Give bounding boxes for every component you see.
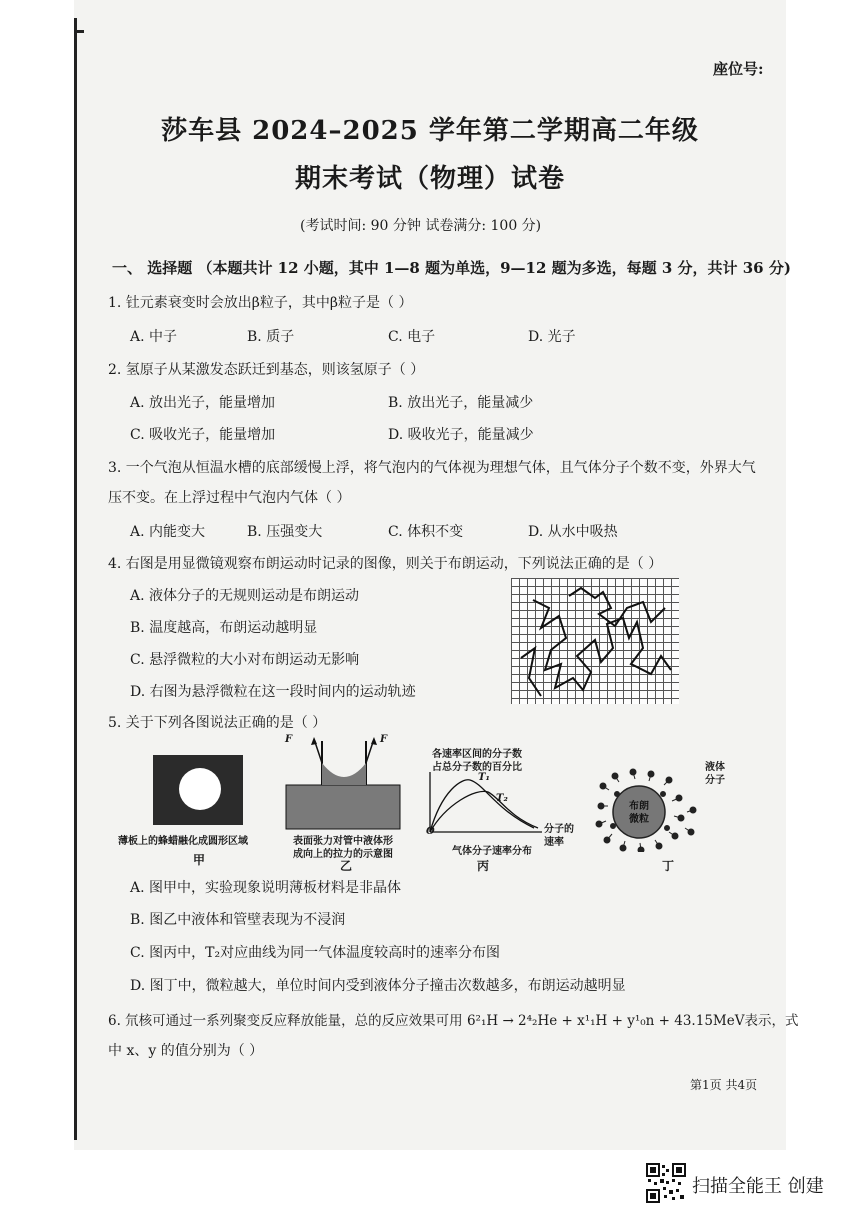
figure-ding-label: 丁 <box>662 859 675 873</box>
page-number: 第1页 共4页 <box>690 1078 758 1092</box>
q3-option-c: C. 体积不变 <box>388 524 464 540</box>
figure-bing-label: 丙 <box>477 859 490 873</box>
figure-jia-caption: 薄板上的蜂蜡融化成圆形区域 <box>118 836 248 847</box>
seat-number-label: 座位号: <box>713 60 764 78</box>
figure-bing-ylabel-line1: 各速率区间的分子数 <box>432 749 522 760</box>
q1-option-a: A. 中子 <box>130 329 178 345</box>
section-heading: 一、 选择题 （本题共计 12 小题，其中 1—8 题为单选，9—12 题为多选，每题 3 分，共计 36 分) <box>112 259 791 277</box>
binding-line <box>74 18 77 1140</box>
q1-option-c: C. 电子 <box>388 329 436 345</box>
q4-option-d: D. 右图为悬浮微粒在这一段时间内的运动轨迹 <box>130 684 416 700</box>
figure-bing-xlabel-line1: 分子的 <box>544 824 574 835</box>
q4-option-a: A. 液体分子的无规则运动是布朗运动 <box>130 588 360 604</box>
binding-tick <box>74 30 84 33</box>
exam-title-line1: 莎车县 2024–2025 学年第二学期高二年级 <box>161 116 699 146</box>
exam-subtitle: (考试时间: 90 分钟 试卷满分: 100 分) <box>300 218 542 234</box>
question-6-stem-line2: 中 x、y 的值分别为（ ） <box>108 1043 264 1059</box>
brownian-particle-label-line1: 布朗 <box>629 801 649 812</box>
liquid-molecule-label-line1: 液体 <box>705 762 725 773</box>
figure-yi-label: 乙 <box>340 859 353 873</box>
curve-t2-label: T₂ <box>496 793 508 804</box>
q5-option-d: D. 图丁中，微粒越大，单位时间内受到液体分子撞击次数越多，布朗运动越明显 <box>130 978 626 994</box>
q1-option-d: D. 光子 <box>528 329 576 345</box>
q3-option-b: B. 压强变大 <box>247 524 323 540</box>
brownian-motion-figure <box>511 578 679 704</box>
brownian-particle-label-line2: 微粒 <box>629 814 649 825</box>
q5-option-c: C. 图丙中，T₂对应曲线为同一气体温度较高时的速率分布图 <box>130 945 501 961</box>
capillary-tube-figure <box>284 733 404 831</box>
q2-option-a: A. 放出光子，能量增加 <box>130 395 276 411</box>
force-label-left: F <box>285 734 293 745</box>
question-6-stem-line1: 6. 氘核可通过一系列聚变反应释放能量，总的反应效果可用 6²₁H → 2⁴₂He + x¹₁H + y¹₀n + 43.15MeV表示，式 <box>108 1013 799 1029</box>
figure-yi-caption-line2: 成向上的拉力的示意图 <box>293 849 393 860</box>
figure-yi-caption-line1: 表面张力对管中液体形 <box>293 836 393 847</box>
figure-bing-ylabel-line2: 占总分子数的百分比 <box>432 762 522 773</box>
q2-option-b: B. 放出光子，能量减少 <box>388 395 534 411</box>
question-3-stem-line2: 压不变。在上浮过程中气泡内气体（ ） <box>108 490 351 506</box>
question-5-stem: 5. 关于下列各图说法正确的是（ ） <box>108 715 327 731</box>
qr-code-icon <box>646 1163 686 1203</box>
curve-t1-label: T₁ <box>478 772 490 783</box>
question-1-stem: 1. 钍元素衰变时会放出β粒子，其中β粒子是（ ） <box>108 295 413 311</box>
force-label-right: F <box>380 734 388 745</box>
figure-bing-caption: 气体分子速率分布 <box>452 846 532 857</box>
exam-title-line2: 期末考试（物理）试卷 <box>294 164 565 194</box>
q5-option-b: B. 图乙中液体和管壁表现为不浸润 <box>130 912 346 928</box>
q3-option-d: D. 从水中吸热 <box>528 524 618 540</box>
question-4-stem: 4. 右图是用显微镜观察布朗运动时记录的图像，则关于布朗运动，下列说法正确的是（ ） <box>108 556 663 572</box>
q4-option-c: C. 悬浮微粒的大小对布朗运动无影响 <box>130 652 360 668</box>
figure-bing-xlabel-line2: 速率 <box>544 837 564 848</box>
question-3-stem-line1: 3. 一个气泡从恒温水槽的底部缓慢上浮，将气泡内的气体视为理想气体，且气体分子个数不变，外界大气 <box>108 460 756 476</box>
q4-option-b: B. 温度越高，布朗运动越明显 <box>130 620 318 636</box>
q2-option-c: C. 吸收光子，能量增加 <box>130 427 276 443</box>
q2-option-d: D. 吸收光子，能量减少 <box>388 427 534 443</box>
melted-wax-circle <box>179 768 221 810</box>
q1-option-b: B. 质子 <box>247 329 295 345</box>
liquid-molecule-label-line2: 分子 <box>705 775 725 786</box>
figure-bing-origin: O <box>426 826 435 837</box>
q5-option-a: A. 图甲中，实验现象说明薄板材料是非晶体 <box>130 880 402 896</box>
q3-option-a: A. 内能变大 <box>130 524 206 540</box>
question-2-stem: 2. 氢原子从某激发态跃迁到基态，则该氢原子（ ） <box>108 362 425 378</box>
brownian-trajectory-lines <box>511 578 679 704</box>
scanner-watermark-text: 扫描全能王 创建 <box>692 1176 824 1197</box>
wax-plate-figure <box>153 755 243 825</box>
figure-jia-label: 甲 <box>193 853 206 867</box>
